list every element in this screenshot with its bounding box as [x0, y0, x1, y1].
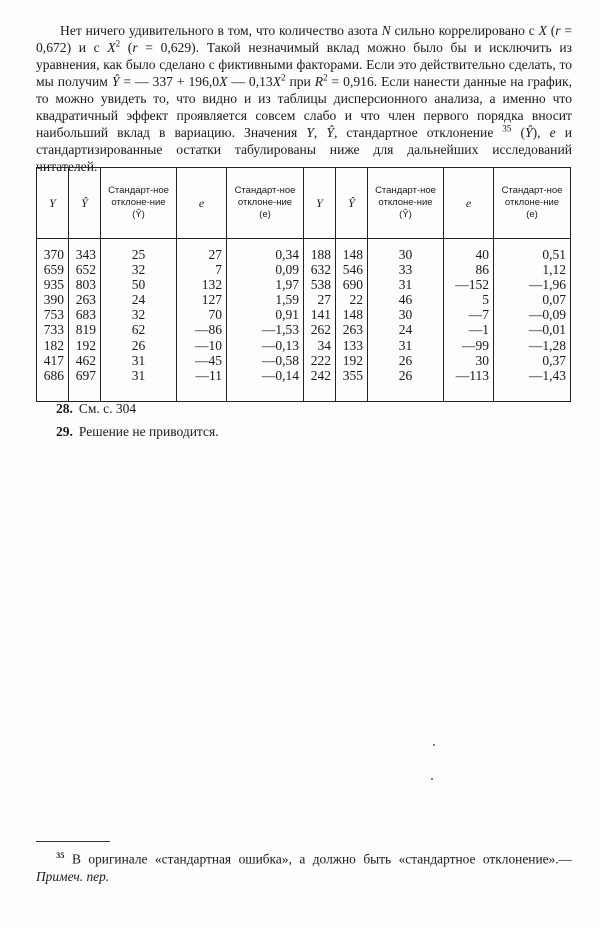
table-cell-yh1: 683 — [69, 307, 101, 322]
residuals-table — [36, 167, 571, 402]
table-cell-yh2: 355 — [336, 368, 368, 402]
table-cell-e1: —10 — [177, 338, 227, 353]
table-cell-s1: 31 — [101, 368, 177, 402]
table-cell-se2: —0,09 — [494, 307, 571, 322]
table-cell-se2: —0,01 — [494, 322, 571, 337]
table-row — [37, 307, 571, 322]
table-cell-e1: 132 — [177, 277, 227, 292]
table-cell-se2: 0,37 — [494, 353, 571, 368]
header-y-2: Y — [304, 168, 336, 239]
table-cell-s2: 33 — [368, 262, 444, 277]
table-cell-yh1: 819 — [69, 322, 101, 337]
table-cell-yh2: 263 — [336, 322, 368, 337]
header-sd-e-2: Стандарт-ное отклоне-ние (e) — [494, 168, 571, 239]
table-cell-yh1: 263 — [69, 292, 101, 307]
table-row — [37, 292, 571, 307]
table-cell-se2: 1,12 — [494, 262, 571, 277]
table-cell-y1: 753 — [37, 307, 69, 322]
table-cell-s2: 31 — [368, 338, 444, 353]
table-cell-e1: —45 — [177, 353, 227, 368]
table-cell-y2: 632 — [304, 262, 336, 277]
table-cell-e1: 127 — [177, 292, 227, 307]
footnote-rule — [36, 841, 110, 842]
table-cell-s1: 62 — [101, 322, 177, 337]
table-cell-yh2: 133 — [336, 338, 368, 353]
header-sd-e: Стандарт-ное отклоне-ние (e) — [227, 168, 304, 239]
table-row — [37, 239, 571, 263]
table-cell-yh2: 148 — [336, 307, 368, 322]
table-cell-y1: 733 — [37, 322, 69, 337]
table-cell-yh1: 462 — [69, 353, 101, 368]
table-cell-yh2: 690 — [336, 277, 368, 292]
table-row — [37, 262, 571, 277]
table-cell-s2: 30 — [368, 239, 444, 263]
table-cell-s2: 24 — [368, 322, 444, 337]
header-e: e — [177, 168, 227, 239]
table-cell-s1: 32 — [101, 262, 177, 277]
table-cell-yh2: 148 — [336, 239, 368, 263]
footnote: $^{35}$ В оригинале «стандартная ошибка», а должно быть «стандартное отклонение».— Примеч. пер. — [36, 850, 572, 885]
answer-29: 29. Решение не приводится. — [56, 424, 219, 439]
table-cell-y1: 390 — [37, 292, 69, 307]
table-cell-y2: 188 — [304, 239, 336, 263]
table-cell-e2: —99 — [444, 338, 494, 353]
table-cell-e1: —86 — [177, 322, 227, 337]
table-cell-e2: —1 — [444, 322, 494, 337]
table-cell-s2: 46 — [368, 292, 444, 307]
table-cell-y1: 659 — [37, 262, 69, 277]
table-cell-s2: 30 — [368, 307, 444, 322]
table-cell-y2: 262 — [304, 322, 336, 337]
table-cell-e2: —152 — [444, 277, 494, 292]
table-cell-se2: 0,07 — [494, 292, 571, 307]
header-sd-yhat-2: Стандарт-ное отклоне-ние (Ŷ) — [368, 168, 444, 239]
table-cell-yh1: 343 — [69, 239, 101, 263]
header-yhat: Ŷ — [69, 168, 101, 239]
table-cell-y1: 935 — [37, 277, 69, 292]
table-cell-y1: 182 — [37, 338, 69, 353]
table-cell-se1: 0,09 — [227, 262, 304, 277]
table-cell-s2: 31 — [368, 277, 444, 292]
table-cell-yh1: 192 — [69, 338, 101, 353]
table-cell-e2: 5 — [444, 292, 494, 307]
table-cell-s1: 31 — [101, 353, 177, 368]
table-header-row — [37, 168, 571, 239]
table-cell-y2: 242 — [304, 368, 336, 402]
table-cell-yh2: 22 — [336, 292, 368, 307]
table-row — [37, 322, 571, 337]
table-cell-e1: 7 — [177, 262, 227, 277]
table-cell-se2: 0,51 — [494, 239, 571, 263]
table-cell-s1: 24 — [101, 292, 177, 307]
header-yhat-2: Ŷ — [336, 168, 368, 239]
table-cell-y1: 686 — [37, 368, 69, 402]
answer-28: 28. См. с. 304 — [56, 401, 137, 416]
speck-mark — [433, 744, 435, 746]
table-cell-y2: 34 — [304, 338, 336, 353]
header-e-2: e — [444, 168, 494, 239]
answers-list — [56, 397, 219, 443]
table-cell-s2: 26 — [368, 353, 444, 368]
header-y: Y — [37, 168, 69, 239]
table-cell-y1: 370 — [37, 239, 69, 263]
table-cell-e2: 40 — [444, 239, 494, 263]
table-cell-y2: 222 — [304, 353, 336, 368]
table-cell-s1: 25 — [101, 239, 177, 263]
table-cell-yh1: 803 — [69, 277, 101, 292]
table-cell-s1: 26 — [101, 338, 177, 353]
table-cell-s2: 26 — [368, 368, 444, 402]
body-paragraph: Нет ничего удивительного в том, что количество азота N сильно коррелировано с X (r = 0,672) и с $X^2$ (r = 0,629). Такой незначимый вклад можно было бы и исключить из уравнения, как было сделано с фиктивными факторами. Если это действительно сделать, то мы получим Ŷ = — 337 + 196,0X — $0,13X^2$ при $R^2 = 0,916$. Если нанести данные на график, то можно увидеть то, что видно и из таблицы дисперсионного анализа, а именно что квадратичный эффект проявляется совсем слабо и что член первого порядка вносит наибольший вклад в вариацию. Значения Y, Ŷ, стандартное отклонение $^{35}$ (Ŷ), e и стандартизированные остатки табулированы ниже для дальнейших исследований читателей. — [36, 23, 572, 174]
table-cell-e1: 70 — [177, 307, 227, 322]
table-cell-se1: 0,91 — [227, 307, 304, 322]
table-cell-se1: 1,97 — [227, 277, 304, 292]
table-cell-e2: 86 — [444, 262, 494, 277]
table-cell-y1: 417 — [37, 353, 69, 368]
table-cell-se2: —1,28 — [494, 338, 571, 353]
table-cell-yh1: 697 — [69, 368, 101, 402]
table-cell-e2: —7 — [444, 307, 494, 322]
table-cell-se1: —0,14 — [227, 368, 304, 402]
table-cell-se2: —1,43 — [494, 368, 571, 402]
table-cell-se1: —0,58 — [227, 353, 304, 368]
table-cell-e1: 27 — [177, 239, 227, 263]
table-cell-y2: 27 — [304, 292, 336, 307]
table-cell-se1: 0,34 — [227, 239, 304, 263]
table-cell-e1: —11 — [177, 368, 227, 402]
header-sd-yhat: Стандарт-ное отклоне-ние (Ŷ) — [101, 168, 177, 239]
table-cell-yh1: 652 — [69, 262, 101, 277]
table-cell-se1: —0,13 — [227, 338, 304, 353]
speck-mark — [431, 778, 433, 780]
table-cell-y2: 538 — [304, 277, 336, 292]
table-cell-se1: 1,59 — [227, 292, 304, 307]
table-cell-s1: 32 — [101, 307, 177, 322]
table-cell-e2: 30 — [444, 353, 494, 368]
table-row — [37, 338, 571, 353]
table-cell-se2: —1,96 — [494, 277, 571, 292]
table-row — [37, 353, 571, 368]
table-cell-yh2: 546 — [336, 262, 368, 277]
table-row — [37, 277, 571, 292]
table-cell-y2: 141 — [304, 307, 336, 322]
table-cell-se1: —1,53 — [227, 322, 304, 337]
table-cell-e2: —113 — [444, 368, 494, 402]
table-cell-yh2: 192 — [336, 353, 368, 368]
table-cell-s1: 50 — [101, 277, 177, 292]
